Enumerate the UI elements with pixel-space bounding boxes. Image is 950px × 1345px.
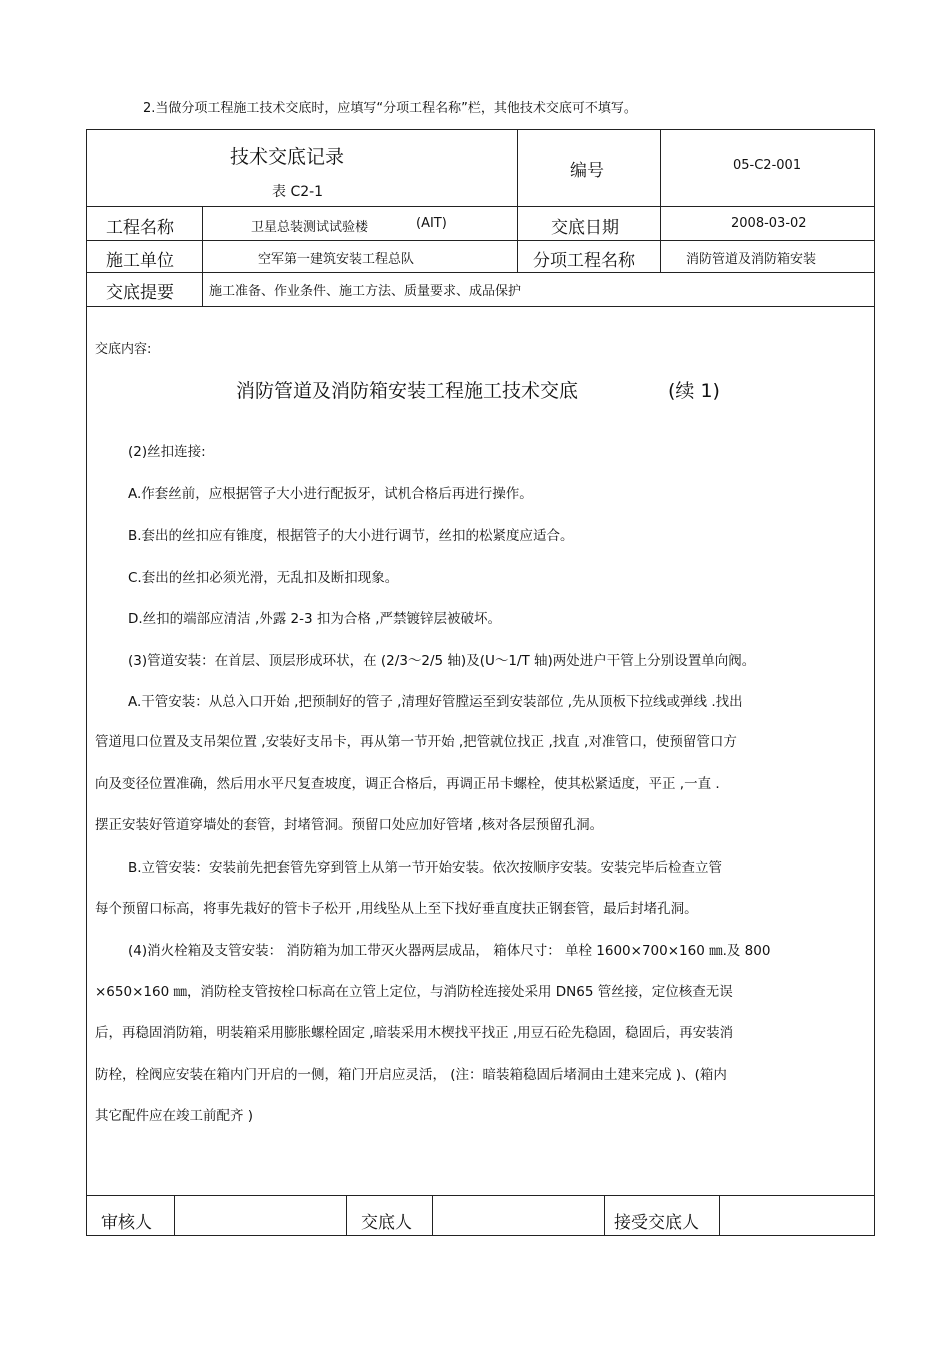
content-label: 交底内容: — [95, 342, 152, 357]
sub-item-label: 分项工程名称 — [533, 251, 635, 271]
content-line: 防栓，栓阀应安装在箱内门开启的一侧，箱门开启应灵活， (注：暗装箱稳固后堵洞由土建来完成 )、(箱内 — [95, 1067, 727, 1083]
project-name-label: 工程名称 — [106, 218, 174, 238]
receiver-signature-field[interactable] — [725, 1200, 870, 1230]
content-line: 其它配件应在竣工前配齐 ) — [95, 1108, 254, 1124]
number-value: 05-C2-001 — [733, 158, 802, 173]
col-divider — [660, 206, 661, 272]
content-line: (2)丝扣连接: — [128, 444, 206, 460]
project-name-value: 卫星总装测试试验楼 — [251, 220, 369, 235]
number-label: 编号 — [570, 161, 604, 181]
reviewer-signature-field[interactable] — [180, 1200, 340, 1230]
content-line: (3)管道安装：在首层、顶层形成环状，在 (2/3～2/5 轴)及(U～1/T 轴)两处进户干管上分别设置单向阀。 — [128, 653, 756, 669]
content-title-suffix: (续 1) — [668, 380, 720, 402]
content-line: 摆正安装好管道穿墙处的套管，封堵管洞。预留口处应加好管堵 ,核对各层预留孔洞。 — [95, 817, 604, 833]
sub-item-value: 消防管道及消防箱安装 — [686, 252, 817, 267]
content-line: D.丝扣的端部应清洁 ,外露 2-3 扣为合格 ,严禁镀锌层被破坏。 — [128, 611, 501, 627]
row-divider — [86, 306, 875, 307]
form-code: 表 C2-1 — [272, 184, 324, 200]
content-line: (4)消火栓箱及支管安装： 消防箱为加工带灭火器两层成品， 箱体尺寸： 单栓 1600×700×160 ㎜.及 800 — [128, 943, 771, 959]
col-divider — [517, 129, 518, 206]
col-divider — [432, 1195, 433, 1236]
content-line: A.作套丝前，应根据管子大小进行配扳牙，试机合格后再进行操作。 — [128, 486, 533, 502]
summary-value: 施工准备、作业条件、施工方法、质量要求、成品保护 — [209, 284, 522, 299]
content-line: ×650×160 ㎜，消防栓支管按栓口标高在立管上定位，与消防栓连接处采用 DN65 管丝接，定位核查无误 — [95, 984, 733, 1000]
content-line: B.套出的丝扣应有锥度，根据管子的大小进行调节，丝扣的松紧度应适合。 — [128, 528, 574, 544]
row-divider — [86, 240, 875, 241]
col-divider — [517, 206, 518, 272]
content-line: B.立管安装：安装前先把套管先穿到管上从第一节开始安装。依次按顺序安装。安装完毕后检查立管 — [128, 860, 723, 876]
record-title: 技术交底记录 — [230, 146, 345, 168]
project-abbr: (AIT) — [416, 216, 447, 231]
discloser-label: 交底人 — [361, 1213, 412, 1233]
content-line: C.套出的丝扣必须光滑，无乱扣及断扣现象。 — [128, 570, 399, 586]
disclosure-date-label: 交底日期 — [551, 218, 619, 238]
row-divider — [86, 272, 875, 273]
disclosure-date-value: 2008-03-02 — [731, 216, 807, 231]
reviewer-label: 审核人 — [101, 1213, 152, 1233]
col-divider — [604, 1195, 605, 1236]
discloser-signature-field[interactable] — [438, 1200, 598, 1230]
content-line: 每个预留口标高，将事先栽好的管卡子松开 ,用线坠从上至下找好垂直度扶正钢套管，最后封堵孔洞。 — [95, 901, 698, 917]
construction-unit-value: 空军第一建筑安装工程总队 — [258, 252, 415, 267]
col-divider — [346, 1195, 347, 1236]
receiver-label: 接受交底人 — [614, 1213, 699, 1233]
content-line: 管道甩口位置及支吊架位置 ,安装好支吊卡，再从第一节开始 ,把管就位找正 ,找直 ,对准管口，使预留管口方 — [95, 734, 737, 750]
content-line: 向及变径位置准确，然后用水平尺复查坡度，调正合格后，再调正吊卡螺栓，使其松紧适度，平正 ,一直 . — [95, 776, 720, 792]
row-divider — [86, 206, 875, 207]
col-divider — [174, 1195, 175, 1236]
col-divider — [660, 129, 661, 206]
row-divider — [86, 1195, 875, 1196]
content-title: 消防管道及消防箱安装工程施工技术交底 — [236, 380, 579, 402]
col-divider — [719, 1195, 720, 1236]
form-note: 2.当做分项工程施工技术交底时，应填写“分项工程名称”栏，其他技术交底可不填写。 — [143, 101, 637, 116]
construction-unit-label: 施工单位 — [106, 251, 174, 271]
content-line: A.干管安装：从总入口开始 ,把预制好的管子 ,清理好管膛运至到安装部位 ,先从顶板下拉线或弹线 .找出 — [128, 694, 743, 710]
summary-label: 交底提要 — [106, 283, 174, 303]
col-divider — [202, 206, 203, 306]
content-line: 后，再稳固消防箱，明装箱采用膨胀螺栓固定 ,暗装采用木楔找平找正 ,用豆石砼先稳固，稳固后，再安装消 — [95, 1025, 734, 1041]
